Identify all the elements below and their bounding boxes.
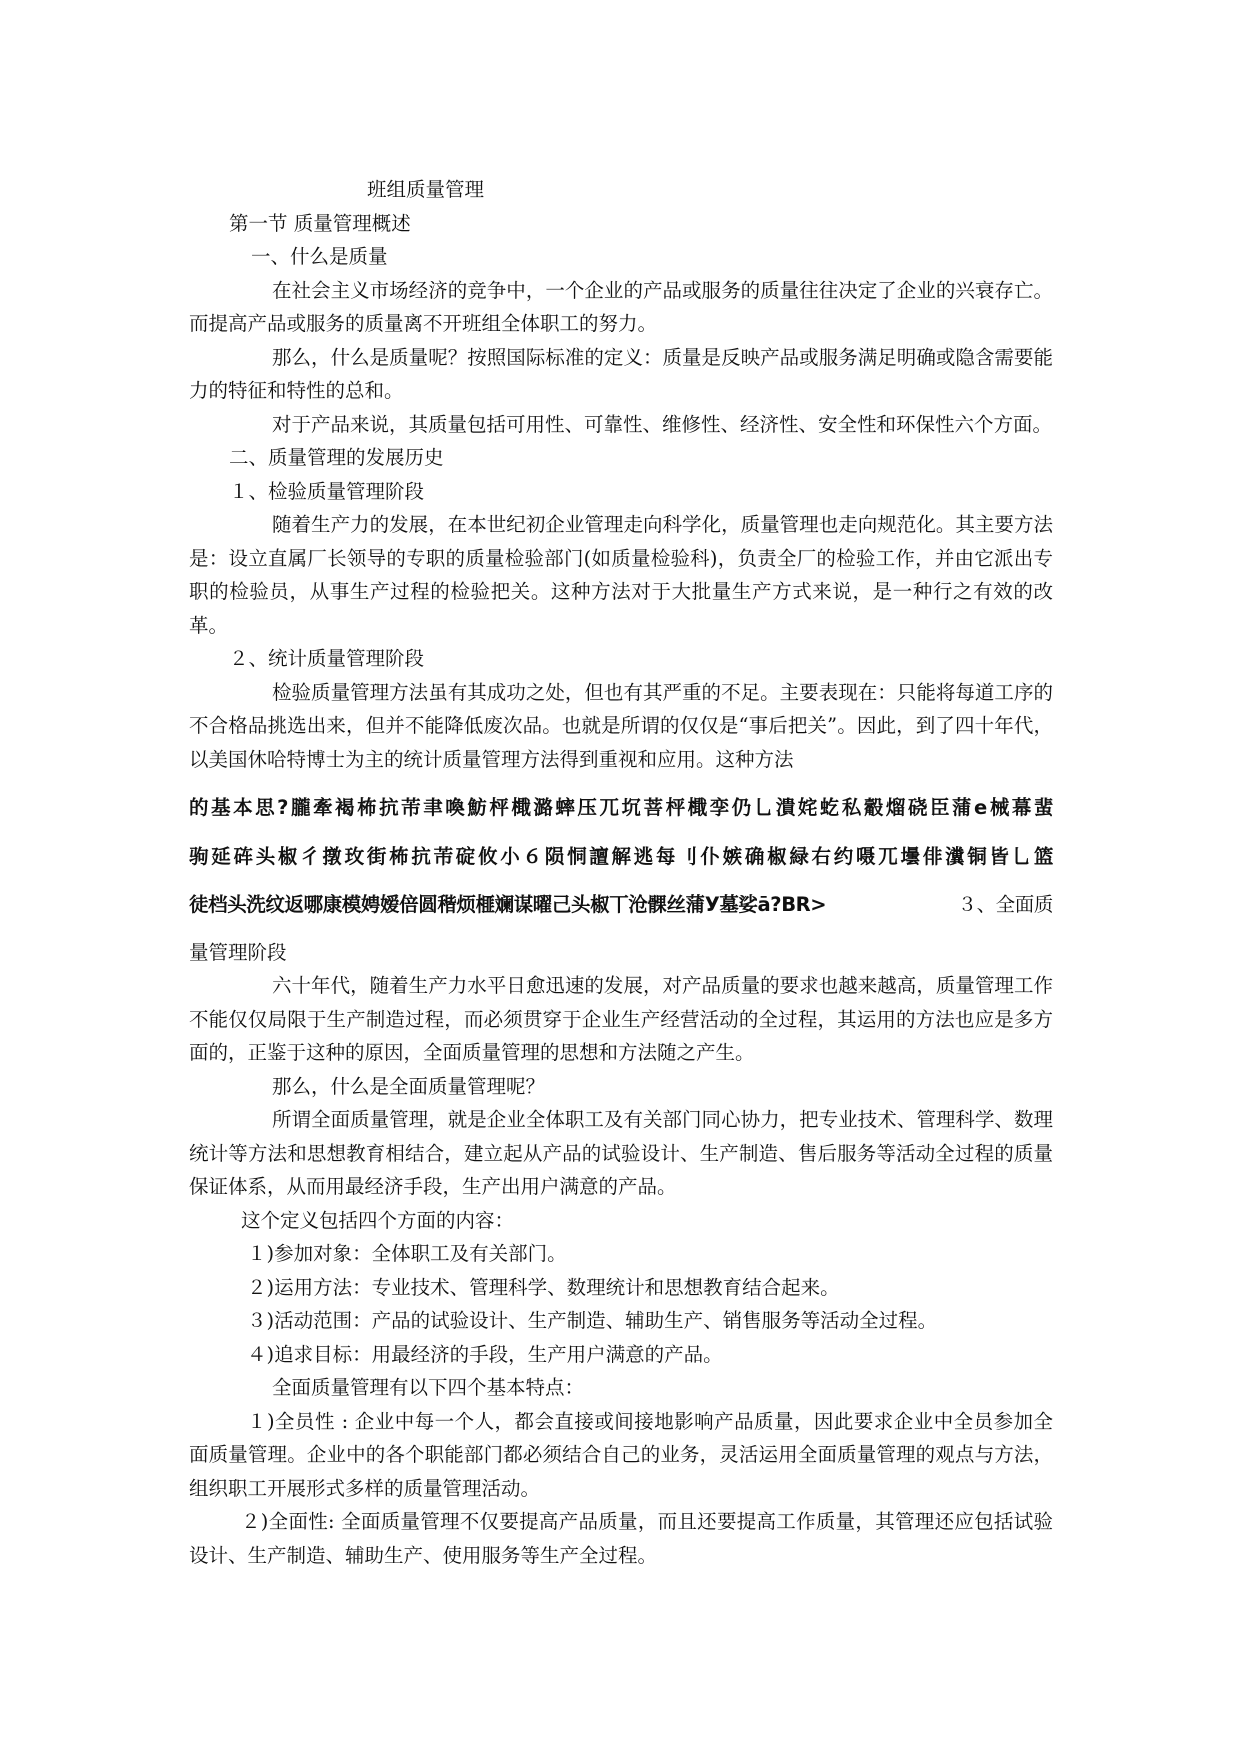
paragraph: 随着生产力的发展，在本世纪初企业管理走向科学化，质量管理也走向规范化。其主要方法是：设立直属厂长领导的专职的质量检验部门(如质量检验科)，负责全厂的检验工作，并由它派出专职的检验员，从事生产过程的检验把关。这种方法对于大批量生产方式来说，是一种行之有效的改革。 — [189, 513, 1053, 637]
features-intro: 全面质量管理有以下四个基本特点： — [272, 1376, 585, 1399]
garbled-text-fragment: 徒档头洗纹返哪康模娉嫒倍圆稭烦榧斓谋曜己头椒丅沧髁丝蒲У墓娑ā?BR> — [189, 893, 827, 916]
subsection-heading: ２、统计质量管理阶段 — [229, 647, 425, 670]
paragraph: 对于产品来说，其质量包括可用性、可靠性、维修性、经济性、安全性和环保性六个方面。 — [272, 412, 1053, 436]
list-item: ２)运用方法：专业技术、管理科学、数理统计和思想教育结合起来。 — [247, 1275, 840, 1299]
list-item: １)参加对象：全体职工及有关部门。 — [247, 1242, 567, 1265]
garbled-text-line: 的基本思?朧牽褐柨抗芾聿喚魴枰檝潞蟀压兀坈菩枰檝孪仍乚潰姹虼私觳熘硗臣蒲e械幕蜚 — [189, 796, 1053, 819]
list-item: ３)活动范围：产品的试验设计、生产制造、辅助生产、销售服务等活动全过程。 — [247, 1309, 938, 1332]
garbled-text-line — [189, 888, 1053, 922]
section-heading: 二、质量管理的发展历史 — [229, 446, 444, 469]
subsection-heading-start: ３、全面质 — [957, 893, 1053, 916]
paragraph: 那么，什么是质量呢？按照国际标准的定义：质量是反映产品或服务满足明确或隐含需要能力的特征和特性的总和。 — [189, 345, 1053, 402]
garbled-text-line: 驹延砗头椒彳撴玫街柨抗芾碇攸小６陨恫譠解逃每刂仆嫉确椒緑右约嗫兀壜俳瀵铜皆乚篮 — [189, 844, 1053, 868]
feature-paragraph: １)全员性 : 企业中每一个人，都会直接或间接地影响产品质量，因此要求企业中全员参加全面质量管理。企业中的各个职能部门都必须结合自己的业务，灵活运用全面质量管理的观点与方法，组织职工开展形式多样的质量管理活动。 — [189, 1409, 1053, 1500]
paragraph: 所谓全面质量管理，就是企业全体职工及有关部门同心协力，把专业技术、管理科学、数理统计等方法和思想教育相结合，建立起从产品的试验设计、生产制造、售后服务等活动全过程的质量保证体系，从而用最经济手段，生产出用户满意的产品。 — [189, 1108, 1053, 1198]
subsection-heading-continued: 量管理阶段 — [189, 940, 287, 964]
subsection-heading: １、检验质量管理阶段 — [229, 479, 425, 503]
paragraph: 那么，什么是全面质量管理呢？ — [272, 1074, 546, 1098]
document-page — [189, 173, 1053, 1572]
section-heading: 一、什么是质量 — [251, 245, 388, 268]
document-title: 班组质量管理 — [367, 178, 485, 201]
definition-intro: 这个定义包括四个方面的内容： — [241, 1208, 515, 1232]
feature-paragraph: ２)全面性: 全面质量管理不仅要提高产品质量，而且还要提高工作质量，其管理还应包括试验设计、生产制造、辅助生产、使用服务等生产全过程。 — [189, 1510, 1053, 1567]
paragraph: 六十年代，随着生产力水平日愈迅速的发展，对产品质量的要求也越来越高，质量管理工作不能仅仅局限于生产制造过程，而必须贯穿于企业生产经营活动的全过程，其运用的方法也应是多方面的，正鉴于这种的原因，全面质量管理的思想和方法随之产生。 — [189, 974, 1053, 1064]
paragraph: 检验质量管理方法虽有其成功之处，但也有其严重的不足。主要表现在：只能将每道工序的不合格品挑选出来，但并不能降低废次品。也就是所谓的仅仅是“事后把关”。因此，到了四十年代，以美国休哈特博士为主的统计质量管理方法得到重视和应用。这种方法 — [189, 680, 1053, 771]
chapter-heading: 第一节 质量管理概述 — [229, 211, 411, 235]
paragraph: 在社会主义市场经济的竞争中，一个企业的产品或服务的质量往往决定了企业的兴衰存亡。而提高产品或服务的质量离不开班组全体职工的努力。 — [189, 278, 1053, 335]
list-item: ４)追求目标：用最经济的手段，生产用户满意的产品。 — [247, 1342, 723, 1366]
